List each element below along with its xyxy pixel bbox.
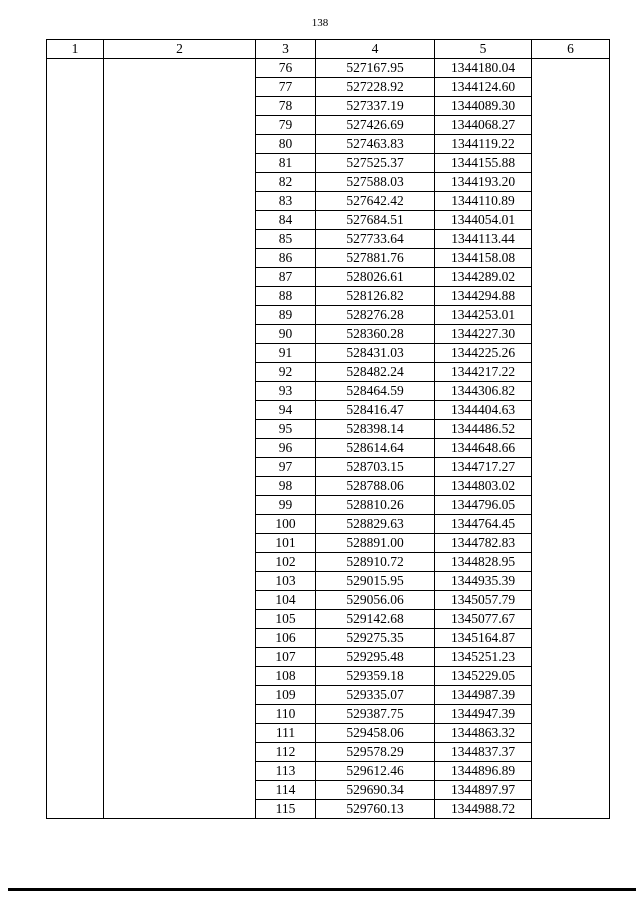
x-coordinate-cell: 528276.28 [316, 306, 435, 325]
y-coordinate-cell: 1344289.02 [435, 268, 532, 287]
point-number-cell: 91 [256, 344, 316, 363]
header-col-6: 6 [532, 40, 610, 59]
point-number-cell: 95 [256, 420, 316, 439]
y-coordinate-cell: 1345164.87 [435, 629, 532, 648]
point-number-cell: 88 [256, 287, 316, 306]
y-coordinate-cell: 1344648.66 [435, 439, 532, 458]
x-coordinate-cell: 528703.15 [316, 458, 435, 477]
x-coordinate-cell: 528482.24 [316, 363, 435, 382]
x-coordinate-cell: 527642.42 [316, 192, 435, 211]
point-number-cell: 115 [256, 800, 316, 819]
point-number-cell: 97 [256, 458, 316, 477]
y-coordinate-cell: 1344486.52 [435, 420, 532, 439]
x-coordinate-cell: 528788.06 [316, 477, 435, 496]
point-number-cell: 92 [256, 363, 316, 382]
x-coordinate-cell: 528026.61 [316, 268, 435, 287]
point-number-cell: 108 [256, 667, 316, 686]
x-coordinate-cell: 529387.75 [316, 705, 435, 724]
y-coordinate-cell: 1345229.05 [435, 667, 532, 686]
y-coordinate-cell: 1344947.39 [435, 705, 532, 724]
header-col-1: 1 [47, 40, 104, 59]
y-coordinate-cell: 1344837.37 [435, 743, 532, 762]
point-number-cell: 87 [256, 268, 316, 287]
x-coordinate-cell: 528810.26 [316, 496, 435, 515]
y-coordinate-cell: 1344782.83 [435, 534, 532, 553]
point-number-cell: 83 [256, 192, 316, 211]
point-number-cell: 105 [256, 610, 316, 629]
x-coordinate-cell: 529335.07 [316, 686, 435, 705]
point-number-cell: 114 [256, 781, 316, 800]
point-number-cell: 93 [256, 382, 316, 401]
y-coordinate-cell: 1344155.88 [435, 154, 532, 173]
x-coordinate-cell: 527881.76 [316, 249, 435, 268]
x-coordinate-cell: 527588.03 [316, 173, 435, 192]
x-coordinate-cell: 529275.35 [316, 629, 435, 648]
y-coordinate-cell: 1344068.27 [435, 116, 532, 135]
x-coordinate-cell: 529760.13 [316, 800, 435, 819]
point-number-cell: 79 [256, 116, 316, 135]
point-number-cell: 109 [256, 686, 316, 705]
x-coordinate-cell: 527167.95 [316, 59, 435, 78]
x-coordinate-cell: 529690.34 [316, 781, 435, 800]
y-coordinate-cell: 1344054.01 [435, 211, 532, 230]
point-number-cell: 94 [256, 401, 316, 420]
y-coordinate-cell: 1345251.23 [435, 648, 532, 667]
header-col-4: 4 [316, 40, 435, 59]
x-coordinate-cell: 529612.46 [316, 762, 435, 781]
y-coordinate-cell: 1344124.60 [435, 78, 532, 97]
point-number-cell: 82 [256, 173, 316, 192]
point-number-cell: 90 [256, 325, 316, 344]
point-number-cell: 110 [256, 705, 316, 724]
x-coordinate-cell: 529056.06 [316, 591, 435, 610]
point-number-cell: 98 [256, 477, 316, 496]
x-coordinate-cell: 529015.95 [316, 572, 435, 591]
header-col-3: 3 [256, 40, 316, 59]
x-coordinate-cell: 529359.18 [316, 667, 435, 686]
point-number-cell: 106 [256, 629, 316, 648]
y-coordinate-cell: 1344896.89 [435, 762, 532, 781]
x-coordinate-cell: 528829.63 [316, 515, 435, 534]
point-number-cell: 112 [256, 743, 316, 762]
y-coordinate-cell: 1344253.01 [435, 306, 532, 325]
point-number-cell: 107 [256, 648, 316, 667]
y-coordinate-cell: 1344294.88 [435, 287, 532, 306]
y-coordinate-cell: 1344217.22 [435, 363, 532, 382]
y-coordinate-cell: 1344404.63 [435, 401, 532, 420]
point-number-cell: 89 [256, 306, 316, 325]
x-coordinate-cell: 528614.64 [316, 439, 435, 458]
point-number-cell: 85 [256, 230, 316, 249]
bottom-rule [8, 888, 636, 891]
x-coordinate-cell: 528416.47 [316, 401, 435, 420]
point-number-cell: 100 [256, 515, 316, 534]
point-number-cell: 86 [256, 249, 316, 268]
y-coordinate-cell: 1345077.67 [435, 610, 532, 629]
y-coordinate-cell: 1344306.82 [435, 382, 532, 401]
x-coordinate-cell: 528360.28 [316, 325, 435, 344]
y-coordinate-cell: 1344828.95 [435, 553, 532, 572]
point-number-cell: 80 [256, 135, 316, 154]
x-coordinate-cell: 527684.51 [316, 211, 435, 230]
x-coordinate-cell: 529458.06 [316, 724, 435, 743]
point-number-cell: 111 [256, 724, 316, 743]
header-row [47, 40, 610, 59]
point-number-cell: 113 [256, 762, 316, 781]
header-col-5: 5 [435, 40, 532, 59]
point-number-cell: 96 [256, 439, 316, 458]
x-coordinate-cell: 529578.29 [316, 743, 435, 762]
y-coordinate-cell: 1344935.39 [435, 572, 532, 591]
y-coordinate-cell: 1344717.27 [435, 458, 532, 477]
y-coordinate-cell: 1344158.08 [435, 249, 532, 268]
col-6-cell [532, 59, 610, 819]
y-coordinate-cell: 1344089.30 [435, 97, 532, 116]
y-coordinate-cell: 1344764.45 [435, 515, 532, 534]
coordinates-table [46, 39, 610, 819]
col-1-cell [47, 59, 104, 819]
x-coordinate-cell: 528126.82 [316, 287, 435, 306]
point-number-cell: 103 [256, 572, 316, 591]
y-coordinate-cell: 1344988.72 [435, 800, 532, 819]
table-body [47, 59, 610, 819]
x-coordinate-cell: 529142.68 [316, 610, 435, 629]
x-coordinate-cell: 527228.92 [316, 78, 435, 97]
y-coordinate-cell: 1344803.02 [435, 477, 532, 496]
point-number-cell: 81 [256, 154, 316, 173]
x-coordinate-cell: 528431.03 [316, 344, 435, 363]
y-coordinate-cell: 1344180.04 [435, 59, 532, 78]
point-number-cell: 77 [256, 78, 316, 97]
x-coordinate-cell: 527337.19 [316, 97, 435, 116]
x-coordinate-cell: 528464.59 [316, 382, 435, 401]
point-number-cell: 104 [256, 591, 316, 610]
y-coordinate-cell: 1344796.05 [435, 496, 532, 515]
x-coordinate-cell: 527525.37 [316, 154, 435, 173]
y-coordinate-cell: 1344897.97 [435, 781, 532, 800]
point-number-cell: 84 [256, 211, 316, 230]
y-coordinate-cell: 1344119.22 [435, 135, 532, 154]
table-row [47, 59, 610, 78]
x-coordinate-cell: 527733.64 [316, 230, 435, 249]
point-number-cell: 102 [256, 553, 316, 572]
y-coordinate-cell: 1344110.89 [435, 192, 532, 211]
y-coordinate-cell: 1344987.39 [435, 686, 532, 705]
y-coordinate-cell: 1344225.26 [435, 344, 532, 363]
x-coordinate-cell: 527426.69 [316, 116, 435, 135]
point-number-cell: 78 [256, 97, 316, 116]
header-col-2: 2 [104, 40, 256, 59]
y-coordinate-cell: 1344227.30 [435, 325, 532, 344]
x-coordinate-cell: 528910.72 [316, 553, 435, 572]
x-coordinate-cell: 529295.48 [316, 648, 435, 667]
y-coordinate-cell: 1344113.44 [435, 230, 532, 249]
y-coordinate-cell: 1344863.32 [435, 724, 532, 743]
point-number-cell: 101 [256, 534, 316, 553]
x-coordinate-cell: 527463.83 [316, 135, 435, 154]
x-coordinate-cell: 528891.00 [316, 534, 435, 553]
y-coordinate-cell: 1344193.20 [435, 173, 532, 192]
col-2-cell [104, 59, 256, 819]
x-coordinate-cell: 528398.14 [316, 420, 435, 439]
point-number-cell: 99 [256, 496, 316, 515]
page-number: 138 [311, 17, 329, 29]
point-number-cell: 76 [256, 59, 316, 78]
y-coordinate-cell: 1345057.79 [435, 591, 532, 610]
